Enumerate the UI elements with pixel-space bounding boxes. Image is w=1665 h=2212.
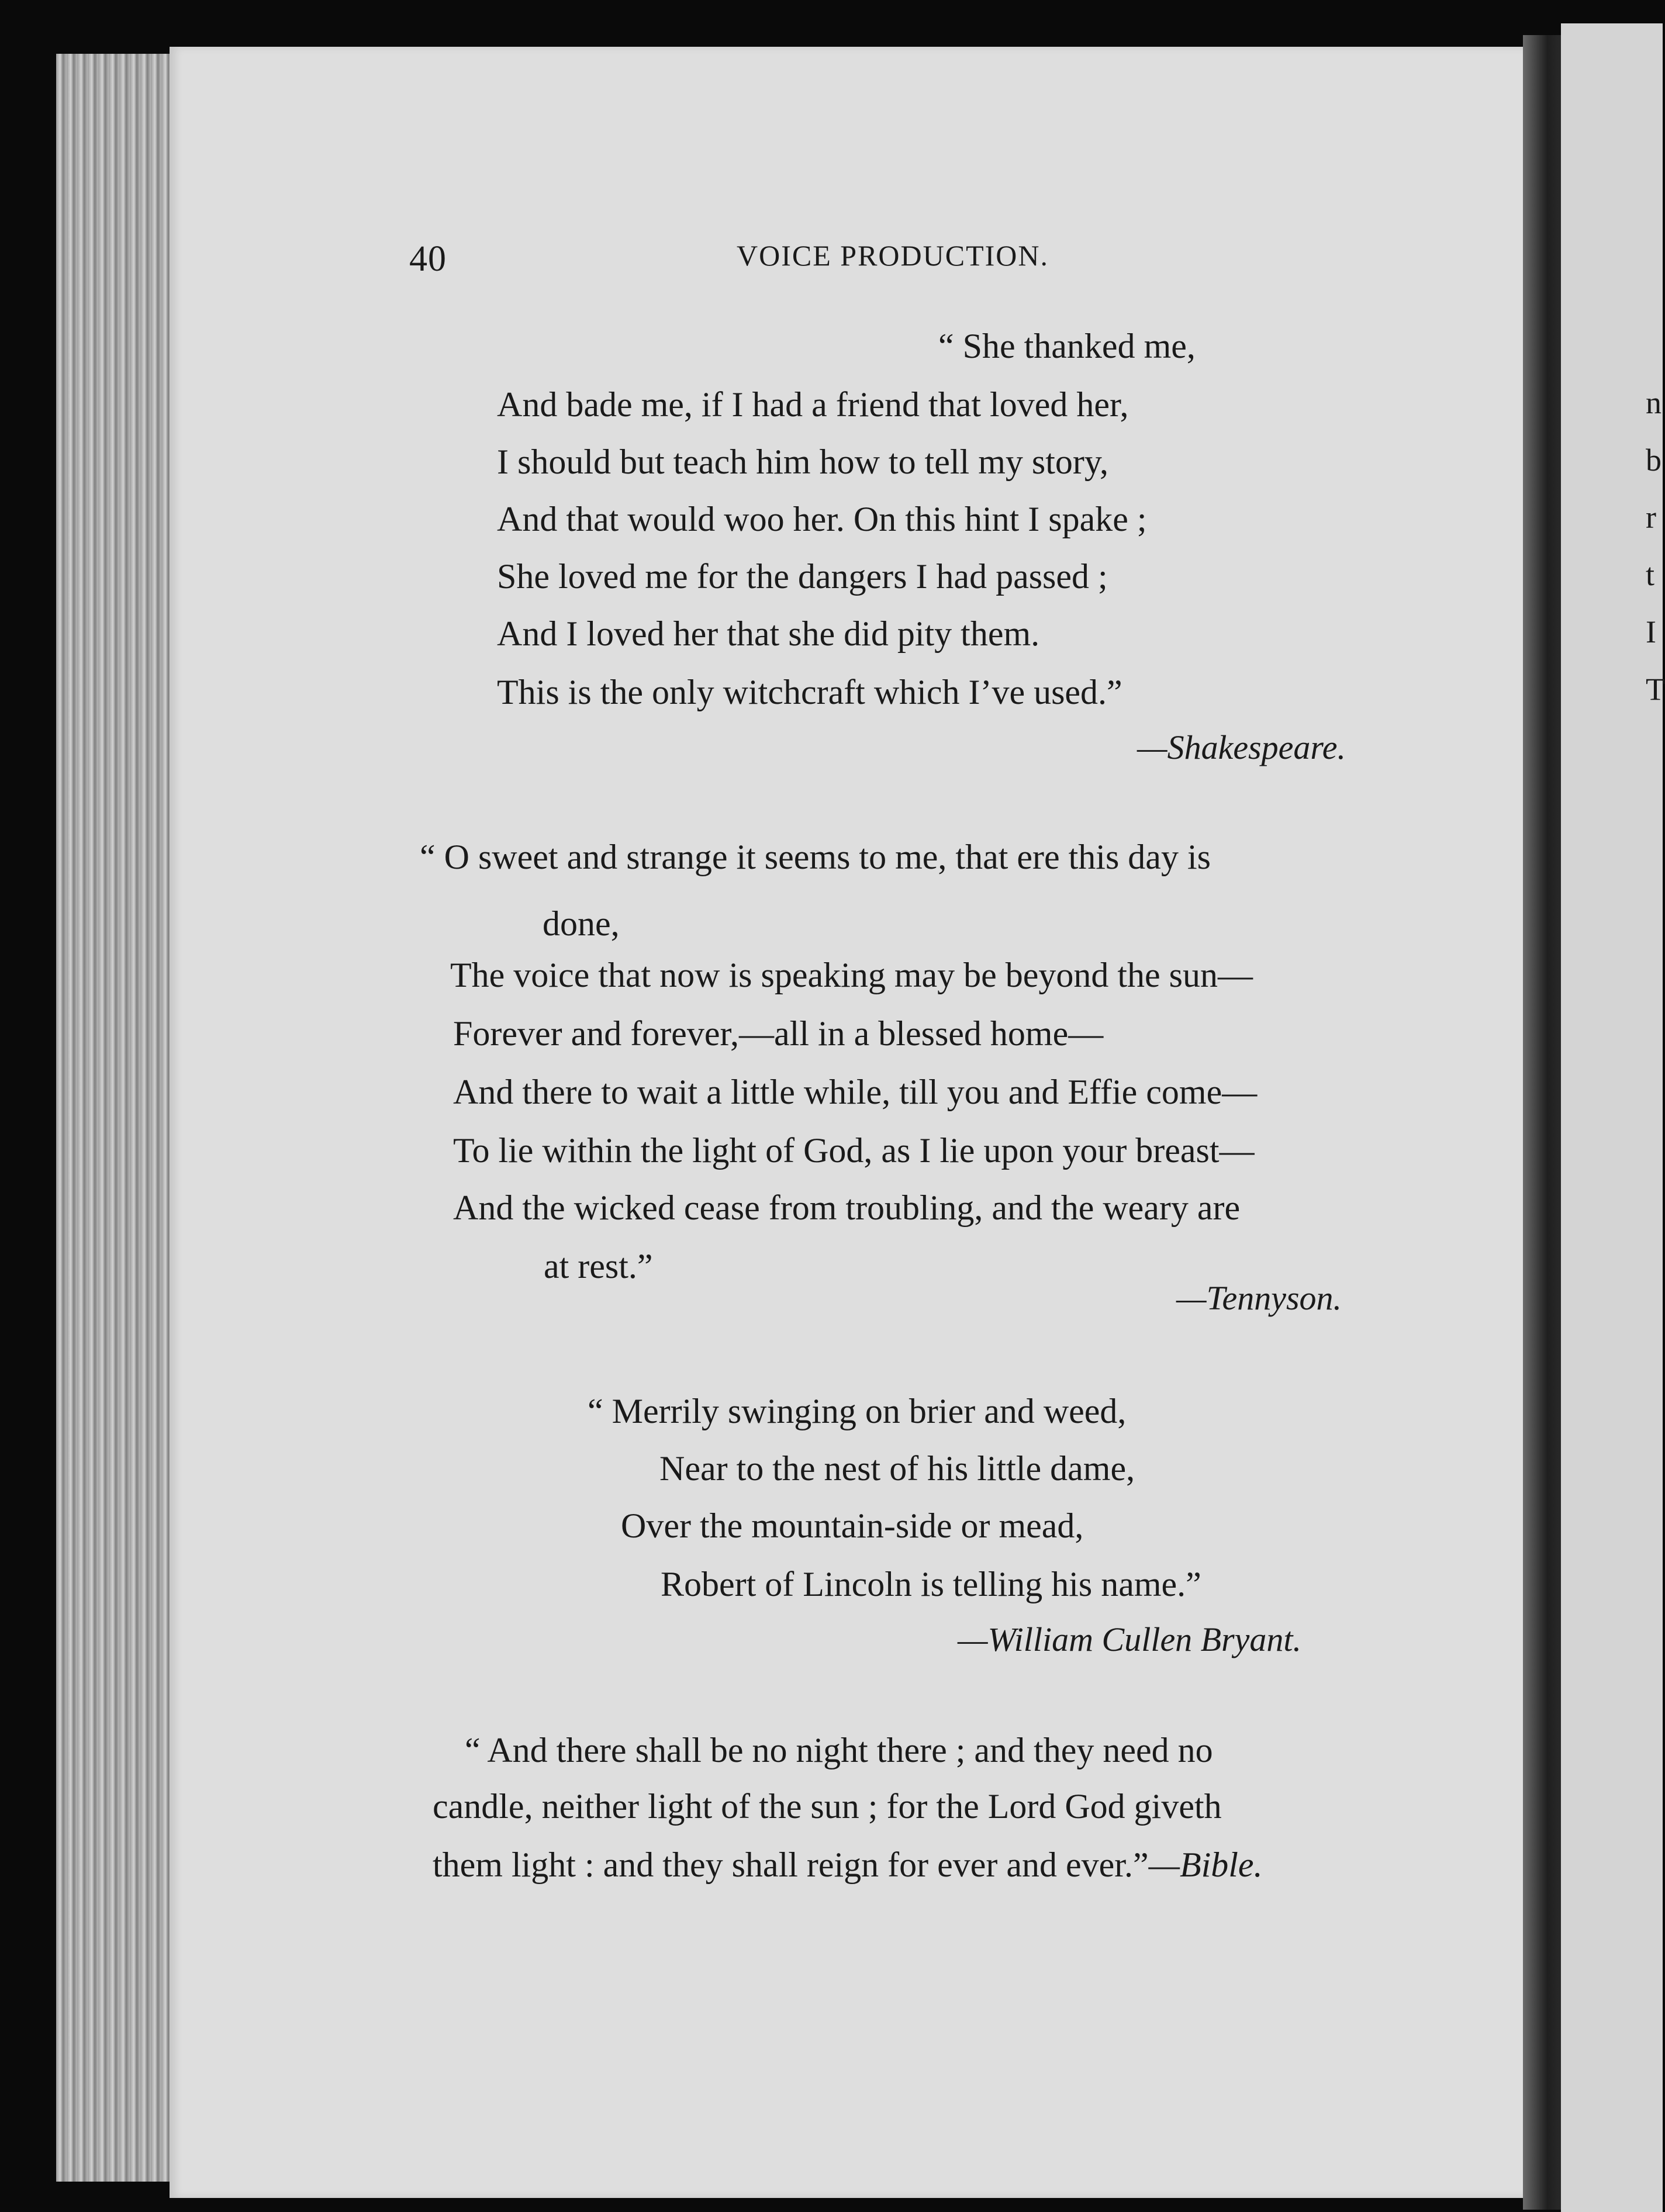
verse-line: And I loved her that she did pity them. [497,614,1040,653]
facing-letter: r [1646,500,1656,535]
verse-line [433,1847,1263,1882]
facing-letter: t [1646,557,1655,592]
facing-page-letters [1646,374,1665,718]
verse-line: Robert of Lincoln is telling his name.” [661,1565,1201,1603]
verse-line: I should but teach him how to tell my story, [497,443,1108,481]
verse-line: The voice that now is speaking may be beyond the sun— [450,956,1253,994]
facing-letter: b [1646,443,1661,478]
verse-line: And the wicked cease from troubling, and the weary are [453,1188,1241,1227]
attribution-tennyson: —Tennyson. [1176,1279,1342,1317]
verse-line: Over the mountain-side or mead, [621,1506,1084,1545]
verse-line: She loved me for the dangers I had passed ; [497,557,1108,596]
verse-line: This is the only witchcraft which I’ve used.” [497,673,1122,711]
verse-line: And that would woo her. On this hint I spake ; [497,500,1147,538]
verse-line: “ She thanked me, [938,327,1196,365]
verse-line: To lie within the light of God, as I lie upon your breast— [453,1131,1255,1170]
facing-letter: T [1646,672,1665,707]
verse-line: And bade me, if I had a friend that loved her, [497,385,1129,424]
verse-line: Near to the nest of his little dame, [659,1449,1135,1488]
book-gutter [1523,35,1564,2210]
verse-text: them light : and they shall reign for ever and ever.” [433,1845,1149,1884]
facing-letter: I [1646,614,1656,649]
verse-line: done, [543,904,620,943]
page-edges [56,54,179,2182]
verse-line: “ Merrily swinging on brier and weed, [588,1392,1127,1430]
running-title: VOICE PRODUCTION. [737,239,1049,272]
attribution-bible: —Bible. [1148,1845,1263,1884]
verse-line: at rest.” [544,1247,653,1285]
attribution-shakespeare: —Shakespeare. [1137,728,1346,766]
verse-line: And there to wait a little while, till you and Effie come— [453,1073,1258,1111]
verse-line: Forever and forever,—all in a blessed home— [453,1014,1104,1053]
attribution-bryant: —William Cullen Bryant. [958,1620,1302,1658]
facing-letter: n [1646,385,1661,420]
verse-line: candle, neither light of the sun ; for the Lord God giveth [433,1787,1222,1826]
facing-page [1561,23,1663,2212]
verse-line: “ O sweet and strange it seems to me, that ere this day is [420,838,1211,876]
page-number: 40 [409,239,447,279]
verse-line: “ And there shall be no night there ; and they need no [465,1731,1213,1769]
